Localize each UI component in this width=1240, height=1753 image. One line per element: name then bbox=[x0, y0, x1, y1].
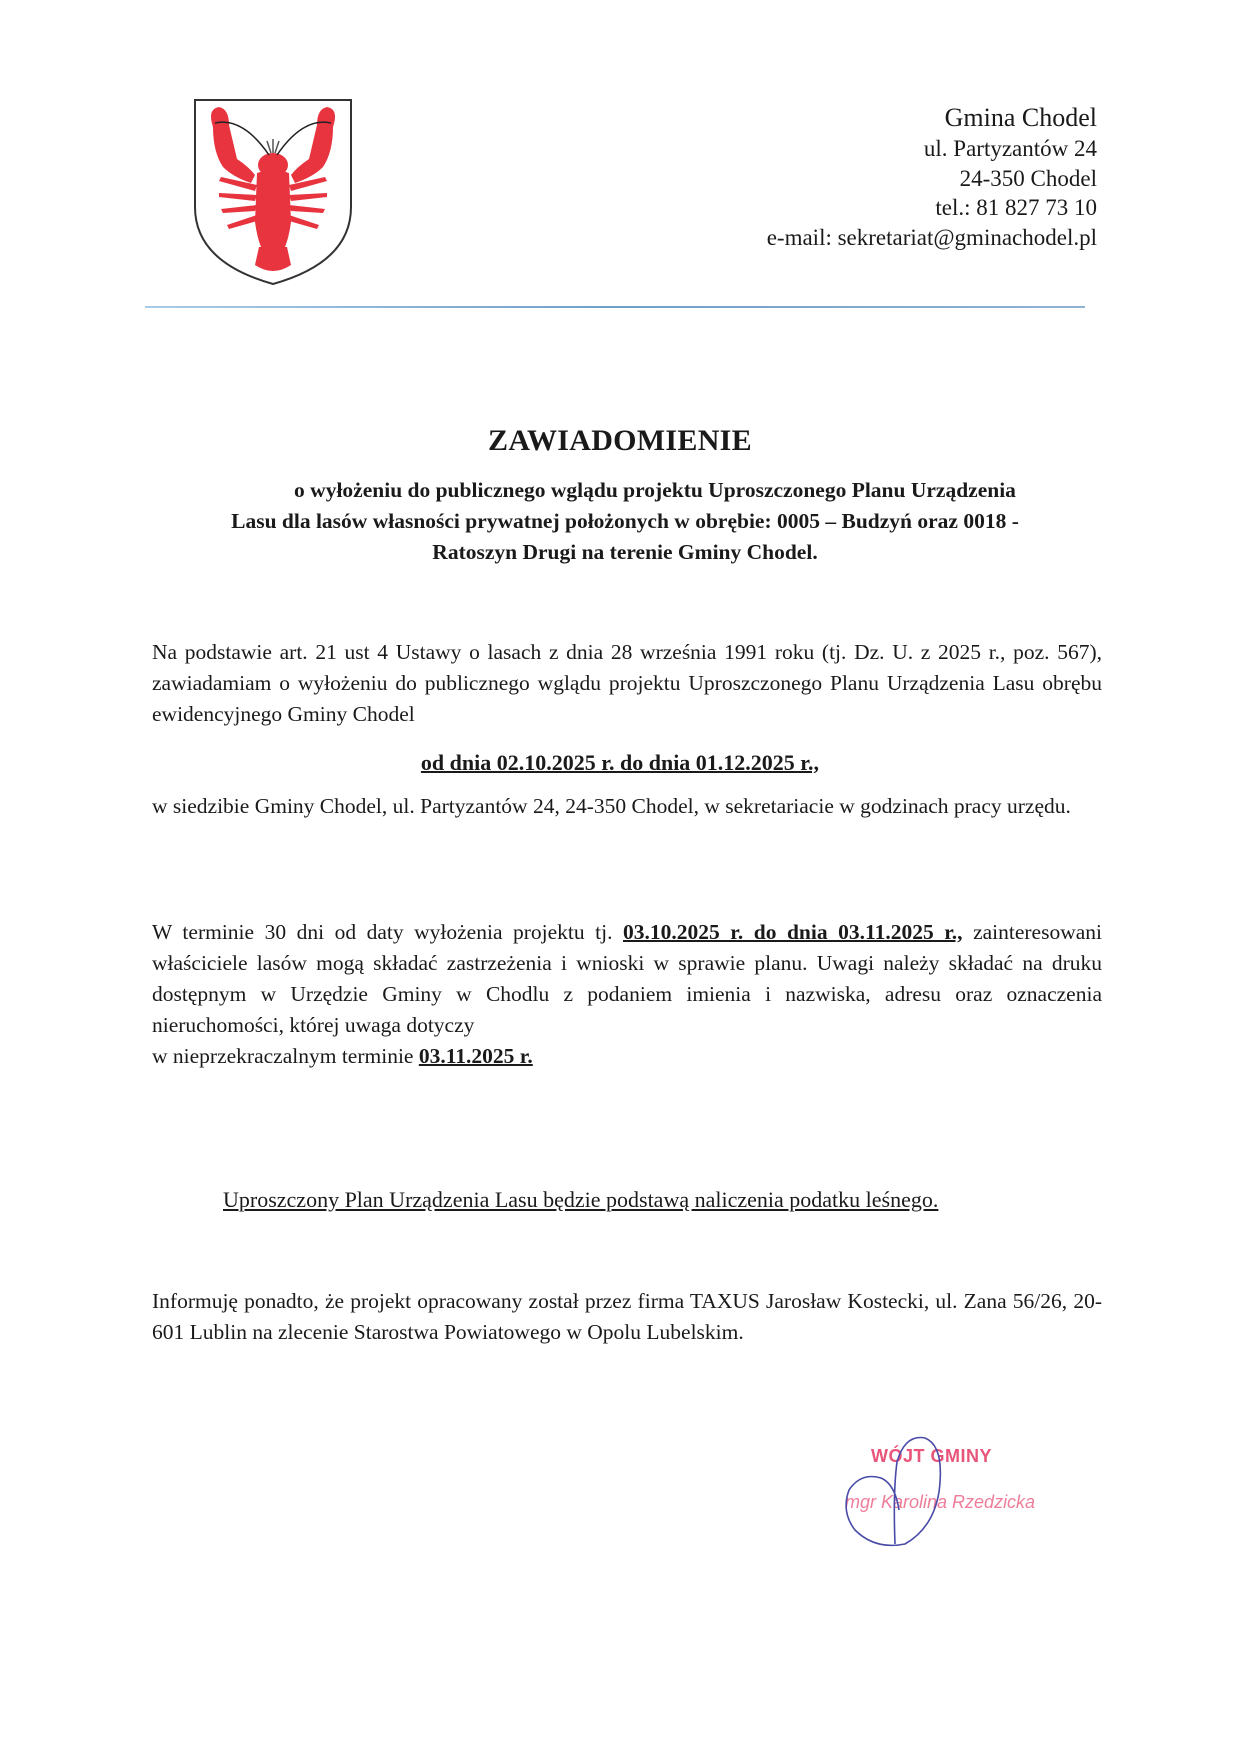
exhibition-period: od dnia 02.10.2025 r. do dnia 01.12.2025 r., bbox=[420, 750, 820, 775]
sender-address-block bbox=[767, 102, 1097, 252]
document-title: ZAWIADOMIENIE bbox=[488, 424, 752, 457]
legal-basis-paragraph: Na podstawie art. 21 ust 4 Ustawy o lasach z dnia 28 września 1991 roku (tj. Dz. U. z 2025 r., poz. 567), zawiadamiam o wyłożeniu do publicznego wglądu projektu Uproszczonego Planu Urządzenia Lasu obrębu ewidencyjnego Gminy Chodel bbox=[152, 640, 1102, 726]
header-divider bbox=[145, 306, 1085, 308]
location-paragraph: w siedzibie Gminy Chodel, ul. Partyzantów 24, 24-350 Chodel, w sekretariacie w godzinach pracy urzędu. bbox=[152, 794, 1071, 818]
tax-basis-note: Uproszczony Plan Urządzenia Lasu będzie podstawą naliczenia podatku leśnego. bbox=[223, 1187, 939, 1212]
subtitle-line-2: Lasu dla lasów własności prywatnej położonych w obrębie: 0005 – Budzyń oraz 0018 - bbox=[231, 509, 1019, 533]
handwritten-signature-icon bbox=[835, 1432, 1045, 1552]
deadline-date: 03.11.2025 r. bbox=[418, 1044, 533, 1068]
organization-name: Gmina Chodel bbox=[944, 103, 1097, 132]
signature-stamp bbox=[835, 1432, 1045, 1552]
contractor-paragraph: Informuję ponadto, że projekt opracowany został przez firma TAXUS Jarosław Kostecki, ul. Zana 56/26, 20-601 Lublin na zlecenie Starostwa Powiatowego w Opolu Lubelskim. bbox=[152, 1289, 1102, 1344]
stamp-name: mgr Karolina Rzedzicka bbox=[845, 1492, 1036, 1512]
street-address: ul. Partyzantów 24 bbox=[923, 136, 1097, 161]
stamp-title: WÓJT GMINY bbox=[871, 1446, 992, 1466]
objections-paragraph bbox=[152, 917, 1102, 1072]
subtitle-line-1: o wyłożeniu do publicznego wglądu projektu Uproszczonego Planu Urządzenia bbox=[294, 478, 1016, 502]
subtitle-line-3: Ratoszyn Drugi na terenie Gminy Chodel. bbox=[432, 540, 818, 564]
document-subtitle bbox=[160, 475, 1090, 568]
objections-intro: W terminie 30 dni od daty wyłożenia projektu tj. bbox=[152, 920, 624, 944]
objections-body: zainteresowani właściciele lasów mogą składać zastrzeżenia i wnioski w sprawie planu. Uwagi należy składać na druku dostępnym w Urzędzie Gminy w Chodlu z podaniem imienia i nazwiska, adresu oraz oznaczenia nieruchomości, której uwaga dotyczy bbox=[152, 920, 1102, 1037]
postal-city: 24-350 Chodel bbox=[959, 165, 1097, 191]
phone-number: tel.: 81 827 73 10 bbox=[935, 195, 1097, 220]
email-address: e-mail: sekretariat@gminachodel.pl bbox=[766, 224, 1097, 250]
objection-period: 03.10.2025 r. do dnia 03.11.2025 r., bbox=[623, 920, 963, 944]
crayfish-crest-icon bbox=[193, 97, 353, 287]
deadline-prefix: w nieprzekraczalnym terminie bbox=[152, 1044, 419, 1068]
